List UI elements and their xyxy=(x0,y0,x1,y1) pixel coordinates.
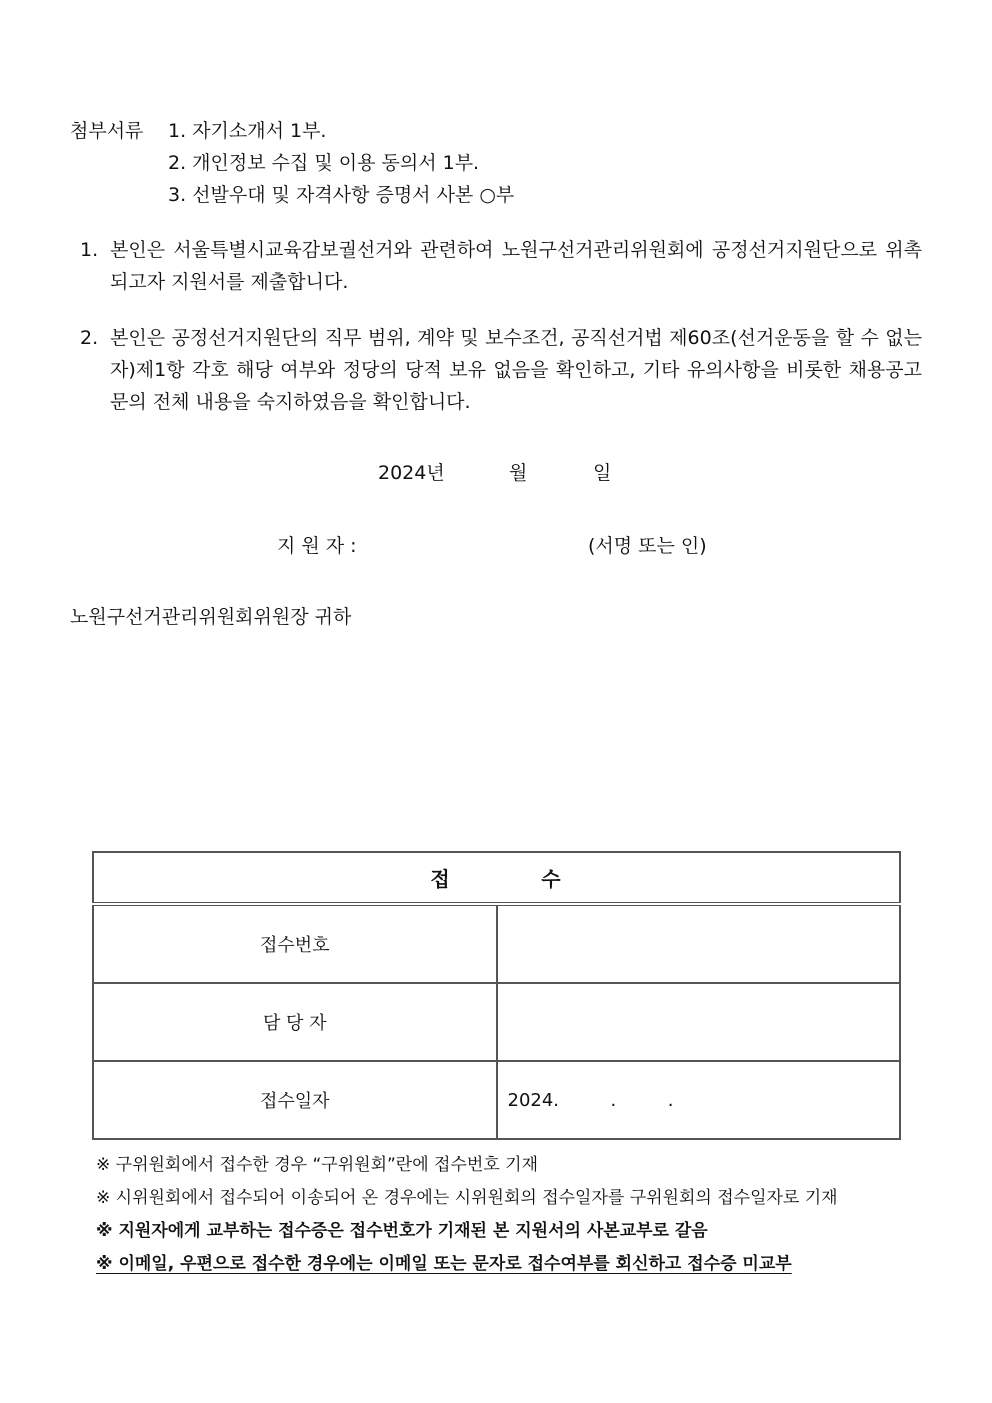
date-month: 월 xyxy=(509,462,528,484)
applicant-label: 지 원 자 : xyxy=(277,535,357,557)
statement-number: 2. xyxy=(80,327,99,349)
statement-text: 본인은 공정선거지원단의 직무 범위, 계약 및 보수조건, 공직선거법 제60조(선거운동을 할 수 없는 자)제1항 각호 해당 여부와 정당의 당적 보유 없음을 확인하고, 기타 유의사항을 비롯한 채용공고문의 전체 내용을 숙지하였음을 확인합니다. xyxy=(110,327,922,413)
reception-title: 접 수 xyxy=(93,852,900,904)
note-4: ※ 이메일, 우편으로 접수한 경우에는 이메일 또는 문자로 접수여부를 회신하고 접수증 미교부 xyxy=(96,1254,792,1274)
statement-text: 본인은 서울특별시교육감보궐선거와 관련하여 노원구선거관리위원회에 공정선거지원단으로 위촉되고자 지원서를 제출합니다. xyxy=(110,239,922,293)
note-2: ※ 시위원회에서 접수되어 이송되어 온 경우에는 시위원회의 접수일자를 구위원회의 접수일자로 기재 xyxy=(96,1188,838,1208)
note-3: ※ 지원자에게 교부하는 접수증은 접수번호가 기재된 본 지원서의 사본교부로 갈음 xyxy=(96,1221,708,1241)
attachment-item: 2. 개인정보 수집 및 이용 동의서 1부. xyxy=(168,152,480,174)
statement-2 xyxy=(80,322,922,418)
attachment-item: 3. 선발우대 및 자격사항 증명서 사본 ○부 xyxy=(168,184,515,206)
person-in-charge-label: 담 당 자 xyxy=(93,983,497,1061)
statement-number: 1. xyxy=(80,239,99,261)
reception-date-field[interactable]: 2024. . . xyxy=(497,1061,901,1139)
recipient: 노원구선거관리위원회위원장 귀하 xyxy=(70,606,352,628)
signature-hint: (서명 또는 인) xyxy=(588,535,707,557)
note-1: ※ 구위원회에서 접수한 경우 “구위원회”란에 접수번호 기재 xyxy=(96,1155,538,1175)
date-year: 2024년 xyxy=(378,462,445,484)
statement-1 xyxy=(80,234,922,298)
person-in-charge-field[interactable] xyxy=(497,983,901,1061)
reception-date-label: 접수일자 xyxy=(93,1061,497,1139)
attachment-item: 1. 자기소개서 1부. xyxy=(168,120,327,142)
date-day: 일 xyxy=(593,462,612,484)
reception-number-label: 접수번호 xyxy=(93,904,497,983)
table-row xyxy=(93,904,900,983)
table-row xyxy=(93,983,900,1061)
reception-table xyxy=(92,851,901,1140)
table-row xyxy=(93,1061,900,1139)
reception-number-field[interactable] xyxy=(497,904,901,983)
attachments-label: 첨부서류 xyxy=(70,120,144,142)
